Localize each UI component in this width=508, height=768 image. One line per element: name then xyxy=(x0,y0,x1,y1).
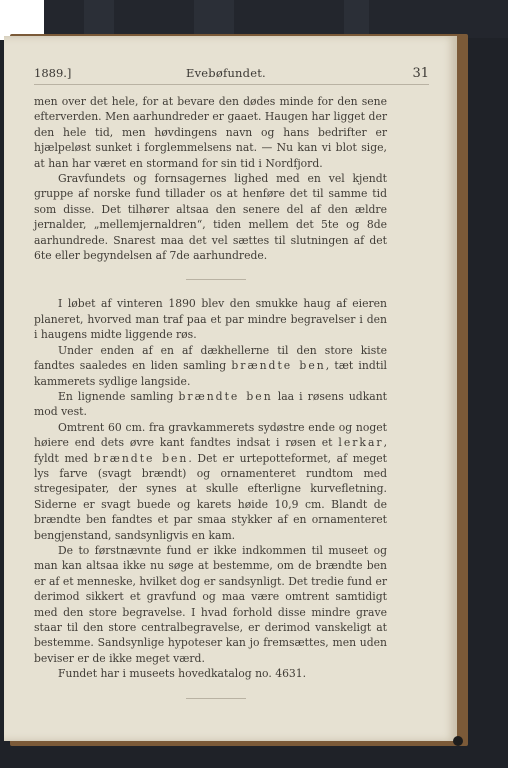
book-page xyxy=(4,36,457,741)
text-run: laa i røsens udkant mod vest. xyxy=(34,389,387,419)
background-strip xyxy=(44,0,508,38)
spaced-term: brændte ben xyxy=(93,451,189,465)
header-title: Evebøfundet. xyxy=(186,66,266,80)
text-run: En lignende samling xyxy=(58,389,179,403)
paragraph: De to førstnævnte fund er ikke indkommen til museet og man kan altsaa ikke nu søge at bestemme, om de brændte ben er af et menneske, hvilket dog er sandsynligt. Det tredie fund er derimod sikkert et gravfund og maa være omtrent samtidigt med den store begravelse. I hvad forhold disse mindre grave staar til den store centralbegravelse, er derimod vanskeligt at bestemme. Sandsynlige hypoteser kan jo fremsættes, men uden beviser er de ikke meget værd. xyxy=(34,543,387,665)
text-run: Omtrent 60 cm. fra gravkammerets sydøstre ende og noget høiere end dets øvre kant fandtes indsat i røsen et xyxy=(34,420,387,450)
running-header xyxy=(34,66,429,86)
end-divider xyxy=(186,698,246,699)
paragraph xyxy=(34,343,387,389)
spaced-term: brændte ben xyxy=(231,359,326,373)
header-rule xyxy=(34,84,429,85)
page-clip xyxy=(453,736,463,746)
paragraph: I løbet af vinteren 1890 blev den smukke haug af eieren planeret, hvorved man traf paa et par mindre begravelser i den i haugens midte liggende røs. xyxy=(34,297,387,342)
text-run: , tæt indtil kammerets sydlige langside. xyxy=(34,359,387,388)
paragraph xyxy=(34,389,387,420)
paragraph: Fundet har i museets hovedkatalog no. 4631. xyxy=(58,667,307,681)
body-text xyxy=(34,94,387,715)
text-run: Under enden af en af dækhellerne til den store kiste fandtes saaledes en liden samling xyxy=(34,343,387,373)
paragraph xyxy=(34,420,387,543)
page-number: 31 xyxy=(412,66,429,81)
paragraph: men over det hele, for at bevare den dødes minde for den sene efterverden. Men aarhundreder er gaaet. Haugen har ligget der den hele tid, men høvdingens navn og hans bedrifter er hjælpeløst sunket i forglemmelsens nat. — Nu kan vi blot sige, at han har været en stormand for sin tid i Nordfjord. xyxy=(34,95,387,170)
section-divider xyxy=(186,279,246,280)
spaced-term: brændte ben xyxy=(178,389,273,403)
spaced-term: lerkar xyxy=(338,436,384,450)
header-year: 1889.] xyxy=(34,66,72,80)
text-run: , fyldt med xyxy=(34,436,387,465)
paragraph: Gravfundets og fornsagernes lighed med en vel kjendt gruppe af norske fund tillader os at henføre det til samme tid som disse. Det tilhører altsaa den senere del af den ældre jernalder, „mellemjernaldren“, tiden mellem det 5te og 8de aarhundrede. Snarest maa det vel sættes til slutningen af det 6te eller begyndelsen af 7de aarhundrede. xyxy=(34,172,387,263)
text-run: . Det er urtepotteformet, af meget lys farve (svagt brændt) og ornamenteret rundtom med stregesipater, der synes at skulle efterligne kurvefletning. Siderne er svagt buede og karets høide 10,9 cm. Blandt de brændte ben fandtes et par smaa stykker af en ornamenteret bengjenstand, sandsynligvis en kam. xyxy=(34,451,387,542)
